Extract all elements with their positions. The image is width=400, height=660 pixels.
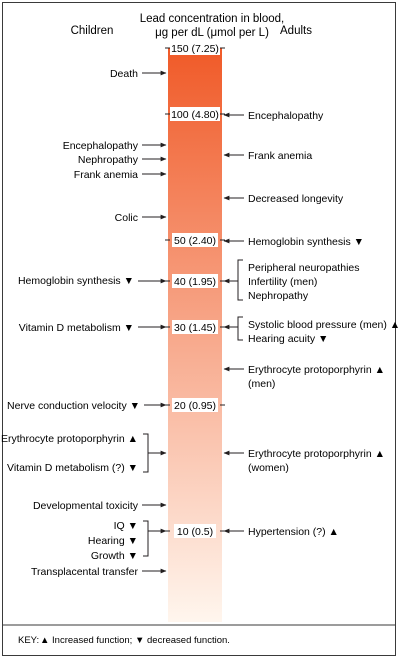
- scale-label: 10 (0.5): [176, 526, 214, 538]
- scale-label: 40 (1.95): [173, 276, 217, 288]
- adult-bracket: [238, 260, 243, 300]
- adult-effect-nephropathy: Nephropathy: [248, 290, 309, 302]
- scale-30: [165, 320, 225, 334]
- child-effect-encephalopathy: Encephalopathy: [62, 140, 138, 152]
- adult-bracket: [238, 317, 243, 340]
- adult-effect-hemoglobin: Hemoglobin synthesis ▼: [248, 236, 365, 248]
- adults-header: Adults: [280, 25, 312, 37]
- key-text: ▲ Increased function; ▼ decreased function.: [40, 635, 230, 646]
- adult-effect-erythrocyte-men: Erythrocyte protoporphyrin ▲: [248, 364, 386, 376]
- adult-effect-neuropathies: Peripheral neuropathies: [248, 262, 360, 274]
- child-effect-hearing: Hearing ▼: [87, 535, 138, 547]
- adult-effect-infertility: Infertility (men): [248, 276, 318, 288]
- child-effect-iq: IQ ▼: [113, 520, 138, 532]
- child-effect-erythrocyte: Erythrocyte protoporphyrin ▲: [0, 433, 138, 445]
- scale-150: [165, 41, 225, 55]
- child-effect-vitamin-d: Vitamin D metabolism ▼: [18, 322, 134, 334]
- center-header-line2: μg per dL (μmol per L): [155, 27, 269, 39]
- child-effect-developmental: Developmental toxicity: [32, 500, 138, 512]
- center-header-line1: Lead concentration in blood,: [139, 13, 285, 25]
- adult-effect-longevity: Decreased longevity: [248, 193, 344, 205]
- adult-effect-encephalopathy: Encephalopathy: [248, 110, 324, 122]
- scale-label: 150 (7.25): [171, 43, 219, 55]
- key-prefix: KEY:: [18, 635, 40, 646]
- child-effect-nerve-conduction: Nerve conduction velocity ▼: [7, 400, 140, 412]
- child-effect-nephropathy: Nephropathy: [77, 154, 138, 166]
- child-effect-frank-anemia: Frank anemia: [73, 169, 138, 181]
- adult-effect-hypertension: Hypertension (?) ▲: [248, 526, 339, 538]
- child-bracket: [143, 521, 148, 556]
- scale-40: [165, 274, 225, 288]
- adult-effect-erythrocyte-women-sub: (women): [248, 462, 289, 474]
- child-effect-vitamin-d-uncertain: Vitamin D metabolism (?) ▼: [7, 462, 138, 474]
- child-effect-hemoglobin: Hemoglobin synthesis ▼: [17, 275, 134, 287]
- scale-label: 50 (2.40): [173, 235, 217, 247]
- scale-10: [165, 524, 225, 538]
- child-effect-growth: Growth ▼: [90, 550, 138, 562]
- adult-effect-hearing: Hearing acuity ▼: [248, 333, 329, 345]
- scale-label: 20 (0.95): [173, 400, 217, 412]
- scale-label: 100 (4.80): [171, 109, 219, 121]
- scale-100: [165, 107, 225, 121]
- child-effect-death: Death: [109, 68, 138, 80]
- adult-effect-erythrocyte-men-sub: (men): [248, 378, 276, 390]
- children-header: Children: [70, 25, 114, 37]
- adult-effect-frank-anemia: Frank anemia: [248, 150, 313, 162]
- adult-effect-erythrocyte-women: Erythrocyte protoporphyrin ▲: [248, 448, 386, 460]
- scale-50: [165, 233, 225, 247]
- child-effect-transplacental: Transplacental transfer: [31, 566, 138, 578]
- scale-label: 30 (1.45): [173, 322, 217, 334]
- scale-20: [165, 398, 225, 412]
- child-bracket: [143, 434, 148, 472]
- adult-effect-blood-pressure: Systolic blood pressure (men) ▲: [248, 319, 400, 331]
- child-effect-colic: Colic: [114, 212, 138, 224]
